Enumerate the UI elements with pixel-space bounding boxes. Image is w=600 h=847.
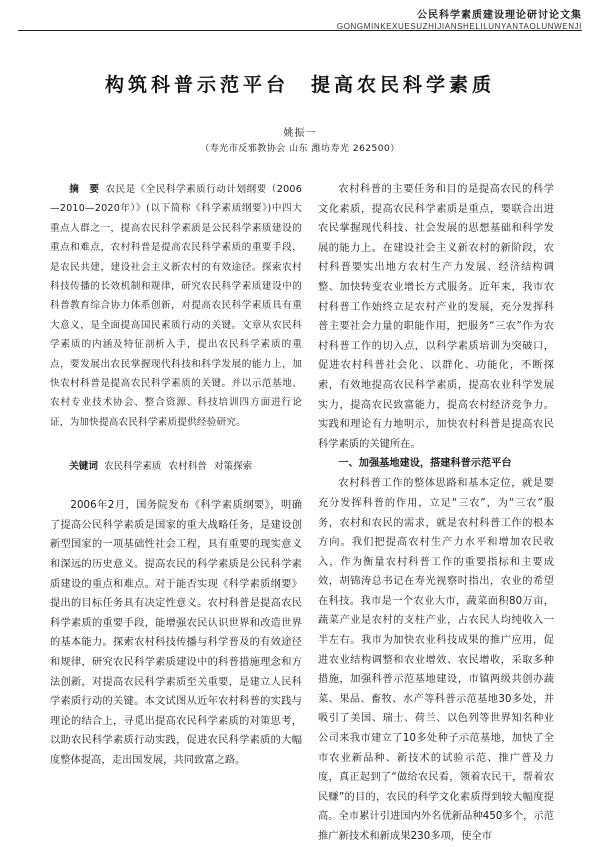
abstract-label: 摘 要 [69,184,100,195]
body-paragraph-1: 农村科普的主要任务和目的是提高农民的科学文化素质，提高农民科学素质是重点，要联合出进农民掌握现代科技、社会发展的思想基础和科学发展的能力上。在建设社会主义新农村的新阶段，农村科普要实出地方农村生产力发展、经济结构调整、加快转变农业增长方式服务。近年来，我市农村科普工作始终立足农村产业的发展，充分发挥科普主要社会力量的职能作用，把服务“三农”作为农村科普工作的切入点，以科学素质培训为突破口，促进农村科普社会化、以群化、功能化，不断探索，有效地提高农民科学素质，提高农业科学发展实力，提高农民致富能力，提高农村经济竞争力。实践和理论有力地明示，加快农村科普是提高农民科学素质的关键所在。 [318,184,554,450]
keyword-item: 农民科学素质 [103,461,162,473]
left-column [50,180,302,771]
intro-paragraph: 2006年2月，国务院发布《科学素质纲要》，明确了提高公民科学素质是国家的重大战略任务，是建设创新型国家的一项基础性社会工程，具有重要的现实意义和深远的历史意义。提高农民的科学素质是公民科学素质建设的重点和难点。对于能否实现《科学素质纲要》提出的目标任务具有决定性意义。农村科普是提高农民科学素质的重要手段，能增强农民认识世界和改造世界的基本能力。探索农村科技传播与科学普及的有效途径和规律，研究农民科学素质建设中的科普措施理念和方法创新，对提高农民科学素质至关重要，是建立人民科学素质行动的关键。本文试图从近年农村科普的实践与理论的结合上，寻觅出提高农民科学素质的对策思考，以助农民科学素质行动实践，促进农民科学素质的大幅度整体提高，走出国发展，共同致富之路。 [50,500,302,766]
article-title [0,70,600,97]
abstract [50,180,302,432]
keywords [50,458,302,472]
keyword-item: 对策探索 [213,461,253,473]
journal-name-chinese: 公民科学素质建设理论研讨论文集 [417,10,582,21]
keywords-label: 关键词 [69,461,98,473]
header-rule [18,30,582,31]
keyword-item: 农村科普 [168,461,207,473]
body-paragraph-2: 农村科普工作的整体思路和基本定位，就是要充分发挥科普的作用，立足“三农”，为“三农”服务，农村和农民的需求，就是农村科普工作的根本方向。我们把提高农村生产力水平和增加农民收入，作为衡量农村科普工作的重要指标和主要成效，胡锦涛总书记在寿光视察时指出，农业的希望在科技。我市是一个农业大市，蔬菜面积80万亩，蔬菜产业是农村的支柱产业，占农民人均纯收入一半左右。我市为加快农业科技成果的推广应用，促进农业结构调整和农业增效、农民增收，采取多种措施，加强科普示范基地建设，市镇两级共创办蔬菜、果品、畜牧、水产等科普示范基地30多处，并吸引了美国、瑞士、荷兰、以色列等世界知名种业公司来我市建立了10多处种子示范基地，加快了全市农业新品种、新技术的试验示范、推广普及力度，真正起到了“做给农民看，领着农民干，帮着农民赚”的目的，农民的科学文化素质得到较大幅度提高。全市累计引进国内外名优新品种450多个，示范推广新技术和新成果230多项，使全市 [318,478,554,842]
author-affiliation: （寿光市反邪教协会 山东 潍坊寿光 262500） [200,144,400,154]
right-column [318,180,554,847]
author-name: 姚振一 [283,128,317,139]
journal-header [337,6,582,31]
title-part-2: 提高农民科学素质 [311,74,496,96]
journal-name-pinyin: GONGMINKEXUESUZHIJIANSHELILUNYANTAOLUNWENJI [336,22,582,31]
abstract-text: 农民是《全民科学素质行动计划纲要（2006—2010—2020年）》(以下简称《科学素质纲要》)中四大重点人群之一，提高农民科学素质是公民科学素质建设的重点和难点，农村科普是提高农民科学素质的重要手段，是农民共建，建设社会主义新农村的有效途径。探索农村科技传播的长效机制和规律，研究农民科学素质建设中的科普教育综合协力体系创新，对提高农民科学素质具有重大意义，是全面提高国民素质行动的关键。文章从农民科学素质的内涵及特征剖析入手，提出农民科学素质的重点，要发展出农民掌握现代科技和科学发展的能力上，加快农村科普是提高农民科学素质的关键。并以示范基地、农村专业技术协会、整合资源、科技培训四方面进行论证，为加快提高农民科学素质提供经验研究。 [50,184,302,428]
section-heading: 一、加强基地建设，搭建科普示范平台 [338,458,512,470]
title-part-1: 构筑科普示范平台 [104,74,289,96]
